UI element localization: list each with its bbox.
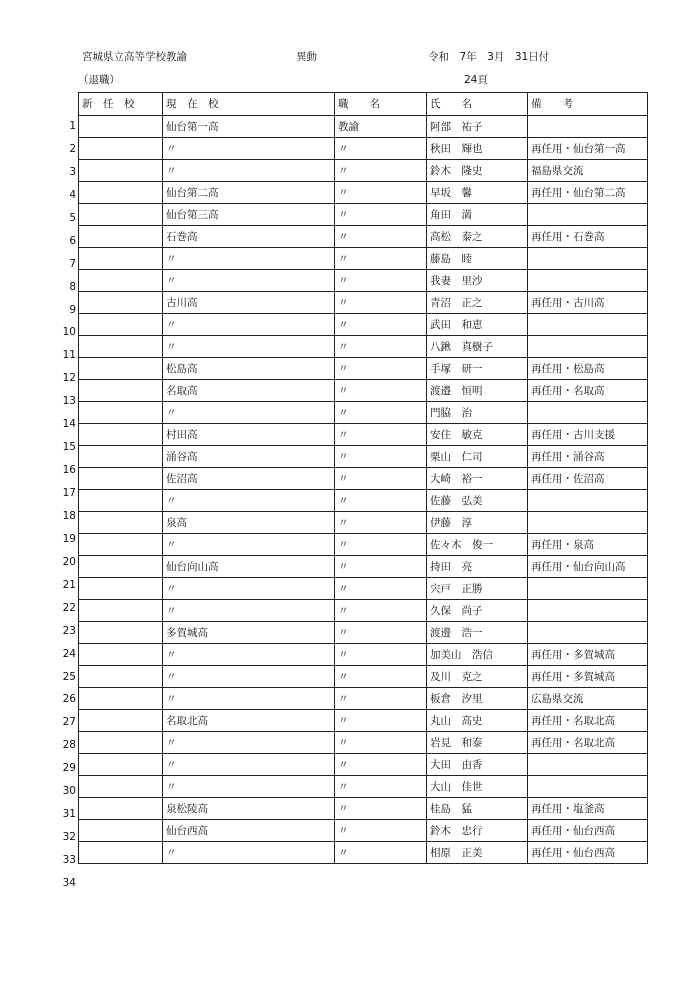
table-row [79,160,648,182]
title-cell: 〃 [335,490,427,512]
title-cell: 〃 [335,578,427,600]
current-school-cell: 〃 [163,754,335,776]
current-school-cell: 〃 [163,314,335,336]
current-school-cell: 仙台向山高 [163,556,335,578]
name-cell: 安住 敏克 [427,424,528,446]
row-number: 9 [69,303,76,316]
title-cell: 〃 [335,138,427,160]
new-school-cell [79,380,163,402]
notes-cell: 再任用・仙台第二高 [528,182,648,204]
table-row [79,468,648,490]
new-school-cell [79,710,163,732]
name-cell: 我妻 里沙 [427,270,528,292]
notes-cell [528,248,648,270]
title-cell: 〃 [335,314,427,336]
table-row [79,622,648,644]
table-row [79,182,648,204]
current-school-cell: 〃 [163,248,335,270]
new-school-cell [79,204,163,226]
current-school-cell: 仙台西高 [163,820,335,842]
title-cell: 〃 [335,776,427,798]
table-row [79,226,648,248]
name-cell: 八鍬 真樹子 [427,336,528,358]
current-school-cell: 〃 [163,534,335,556]
name-cell: 久保 尚子 [427,600,528,622]
notes-cell: 再任用・石巻高 [528,226,648,248]
new-school-cell [79,270,163,292]
name-cell: 桂島 猛 [427,798,528,820]
row-number: 20 [62,555,76,568]
table-row [79,270,648,292]
title-cell: 〃 [335,468,427,490]
current-school-cell: 石巻高 [163,226,335,248]
name-cell: 大崎 裕一 [427,468,528,490]
title-cell: 〃 [335,204,427,226]
notes-cell: 再任用・名取高 [528,380,648,402]
table-row [79,534,648,556]
new-school-cell [79,732,163,754]
row-number: 2 [69,142,76,155]
row-number: 6 [69,234,76,247]
name-cell: 渡邉 恒明 [427,380,528,402]
notes-cell [528,490,648,512]
title-cell: 〃 [335,644,427,666]
new-school-cell [79,622,163,644]
name-cell: 加美山 浩信 [427,644,528,666]
notes-cell [528,776,648,798]
name-cell: 武田 和恵 [427,314,528,336]
notes-cell: 広島県交流 [528,688,648,710]
header-page-number: 24頁 [464,74,488,86]
row-number: 8 [69,280,76,293]
title-cell: 教諭 [335,116,427,138]
table-row [79,556,648,578]
new-school-cell [79,292,163,314]
title-cell: 〃 [335,424,427,446]
title-cell: 〃 [335,798,427,820]
current-school-cell: 〃 [163,578,335,600]
new-school-cell [79,644,163,666]
new-school-cell [79,160,163,182]
notes-cell: 再任用・塩釜高 [528,798,648,820]
row-number: 11 [62,349,76,362]
new-school-cell [79,842,163,864]
notes-cell [528,622,648,644]
new-school-cell [79,556,163,578]
row-number: 4 [69,188,76,201]
title-cell: 〃 [335,248,427,270]
row-number: 34 [62,876,76,889]
row-number: 27 [62,716,76,729]
table-row [79,710,648,732]
notes-cell: 再任用・泉高 [528,534,648,556]
current-school-cell: 泉松陵高 [163,798,335,820]
notes-cell: 再任用・仙台向山高 [528,556,648,578]
row-number: 21 [62,578,76,591]
title-cell: 〃 [335,556,427,578]
notes-cell: 再任用・古川支援 [528,424,648,446]
current-school-cell: 仙台第二高 [163,182,335,204]
notes-cell: 再任用・仙台第一高 [528,138,648,160]
name-cell: 鈴木 忠行 [427,820,528,842]
new-school-cell [79,468,163,490]
row-number: 16 [62,464,76,477]
title-cell: 〃 [335,622,427,644]
title-cell: 〃 [335,534,427,556]
notes-cell: 再任用・名取北高 [528,732,648,754]
notes-cell: 再任用・涌谷高 [528,446,648,468]
new-school-cell [79,776,163,798]
row-number: 23 [62,624,76,637]
title-cell: 〃 [335,182,427,204]
name-cell: 佐藤 弘美 [427,490,528,512]
current-school-cell: 〃 [163,600,335,622]
title-cell: 〃 [335,292,427,314]
column-header-notes: 備 考 [528,93,648,116]
title-cell: 〃 [335,666,427,688]
new-school-cell [79,226,163,248]
table-row [79,644,648,666]
new-school-cell [79,248,163,270]
row-number: 31 [62,808,76,821]
row-number: 1 [69,120,76,132]
table-row [79,358,648,380]
row-number: 18 [62,509,76,522]
table-row [79,688,648,710]
row-number: 14 [62,418,76,431]
notes-cell: 再任用・佐沼高 [528,468,648,490]
table-row [79,204,648,226]
row-number: 17 [62,487,76,499]
name-cell: 鈴木 隆史 [427,160,528,182]
table-row [79,424,648,446]
title-cell: 〃 [335,402,427,424]
current-school-cell: 〃 [163,666,335,688]
row-number: 15 [62,441,76,454]
column-header-title: 職 名 [335,93,427,116]
row-number: 25 [62,670,76,683]
name-cell: 高松 泰之 [427,226,528,248]
current-school-cell: 泉高 [163,512,335,534]
row-number: 13 [62,395,76,408]
name-cell: 栗山 仁司 [427,446,528,468]
notes-cell [528,204,648,226]
new-school-cell [79,490,163,512]
name-cell: 秋田 輝也 [427,138,528,160]
table-row [79,512,648,534]
table-row [79,776,648,798]
row-number: 32 [62,831,76,844]
current-school-cell: 〃 [163,688,335,710]
row-number: 28 [62,739,76,752]
name-cell: 青沼 正之 [427,292,528,314]
new-school-cell [79,182,163,204]
new-school-cell [79,820,163,842]
name-cell: 大田 由香 [427,754,528,776]
row-number: 29 [62,762,76,775]
current-school-cell: 〃 [163,138,335,160]
name-cell: 岩見 和泰 [427,732,528,754]
table-row [79,732,648,754]
new-school-cell [79,336,163,358]
current-school-cell: 佐沼高 [163,468,335,490]
table-row [79,490,648,512]
column-header-new-school: 新 任 校 [79,93,163,116]
new-school-cell [79,600,163,622]
header-type: 異動 [296,51,317,63]
new-school-cell [79,798,163,820]
notes-cell [528,578,648,600]
current-school-cell: 多賀城高 [163,622,335,644]
column-header-name: 氏 名 [427,93,528,116]
name-cell: 門脇 治 [427,402,528,424]
name-cell: 宍戸 正勝 [427,578,528,600]
notes-cell [528,512,648,534]
current-school-cell: 〃 [163,732,335,754]
notes-cell [528,270,648,292]
table-row [79,666,648,688]
current-school-cell: 涌谷高 [163,446,335,468]
new-school-cell [79,358,163,380]
row-number: 10 [62,326,76,339]
notes-cell: 再任用・松島高 [528,358,648,380]
current-school-cell: 古川高 [163,292,335,314]
notes-cell [528,402,648,424]
notes-cell [528,336,648,358]
new-school-cell [79,402,163,424]
header-date: 令和 7年 3月 31日付 [428,51,550,63]
current-school-cell: 名取高 [163,380,335,402]
new-school-cell [79,578,163,600]
title-cell: 〃 [335,842,427,864]
current-school-cell: 仙台第一高 [163,116,335,138]
current-school-cell: 〃 [163,842,335,864]
current-school-cell: 仙台第三高 [163,204,335,226]
name-cell: 渡邊 浩一 [427,622,528,644]
name-cell: 伊藤 淳 [427,512,528,534]
name-cell: 板倉 汐里 [427,688,528,710]
header-category: （退職） [78,74,120,86]
name-cell: 早坂 馨 [427,182,528,204]
new-school-cell [79,688,163,710]
current-school-cell: 〃 [163,160,335,182]
current-school-cell: 〃 [163,402,335,424]
title-cell: 〃 [335,336,427,358]
new-school-cell [79,138,163,160]
title-cell: 〃 [335,512,427,534]
new-school-cell [79,666,163,688]
notes-cell [528,600,648,622]
title-cell: 〃 [335,358,427,380]
notes-cell: 再任用・古川高 [528,292,648,314]
new-school-cell [79,424,163,446]
row-number: 24 [62,647,76,660]
title-cell: 〃 [335,688,427,710]
table-row [79,600,648,622]
table-header-row [79,93,648,116]
new-school-cell [79,512,163,534]
row-number: 7 [69,257,76,270]
notes-cell [528,314,648,336]
row-number-column [56,115,76,895]
current-school-cell: 村田高 [163,424,335,446]
title-cell: 〃 [335,820,427,842]
current-school-cell: 名取北高 [163,710,335,732]
title-cell: 〃 [335,380,427,402]
title-cell: 〃 [335,160,427,182]
column-header-current-school: 現 在 校 [163,93,335,116]
row-number: 30 [62,785,76,798]
table-row [79,248,648,270]
name-cell: 阿部 祐子 [427,116,528,138]
notes-cell: 再任用・仙台西高 [528,842,648,864]
table-row [79,798,648,820]
table-row [79,754,648,776]
new-school-cell [79,446,163,468]
personnel-table [78,92,648,864]
name-cell: 及川 克之 [427,666,528,688]
current-school-cell: 松島高 [163,358,335,380]
row-number: 3 [69,165,76,178]
table-row [79,380,648,402]
row-number: 12 [62,372,76,385]
row-number: 22 [62,601,76,614]
table-row [79,336,648,358]
row-number: 26 [62,693,76,706]
row-number: 19 [62,532,76,545]
table-row [79,578,648,600]
new-school-cell [79,534,163,556]
name-cell: 角田 満 [427,204,528,226]
name-cell: 手塚 研一 [427,358,528,380]
current-school-cell: 〃 [163,336,335,358]
new-school-cell [79,754,163,776]
title-cell: 〃 [335,710,427,732]
table-row [79,138,648,160]
current-school-cell: 〃 [163,270,335,292]
name-cell: 藤島 睦 [427,248,528,270]
name-cell: 大山 佳世 [427,776,528,798]
header-org: 宮城県立高等学校教諭 [82,51,187,63]
table-row [79,314,648,336]
row-number: 5 [69,211,76,224]
title-cell: 〃 [335,600,427,622]
notes-cell [528,754,648,776]
name-cell: 佐々木 俊一 [427,534,528,556]
title-cell: 〃 [335,226,427,248]
table-row [79,116,648,138]
notes-cell [528,116,648,138]
name-cell: 丸山 高史 [427,710,528,732]
row-number: 33 [62,854,76,866]
table-row [79,292,648,314]
name-cell: 相原 正美 [427,842,528,864]
title-cell: 〃 [335,732,427,754]
table-row [79,820,648,842]
notes-cell: 再任用・仙台西高 [528,820,648,842]
new-school-cell [79,116,163,138]
notes-cell: 再任用・多賀城高 [528,666,648,688]
notes-cell: 再任用・名取北高 [528,710,648,732]
current-school-cell: 〃 [163,644,335,666]
title-cell: 〃 [335,270,427,292]
title-cell: 〃 [335,446,427,468]
table-row [79,402,648,424]
table-row [79,446,648,468]
notes-cell: 福島県交流 [528,160,648,182]
current-school-cell: 〃 [163,490,335,512]
name-cell: 持田 亮 [427,556,528,578]
title-cell: 〃 [335,754,427,776]
current-school-cell: 〃 [163,776,335,798]
new-school-cell [79,314,163,336]
notes-cell: 再任用・多賀城高 [528,644,648,666]
table-row [79,842,648,864]
